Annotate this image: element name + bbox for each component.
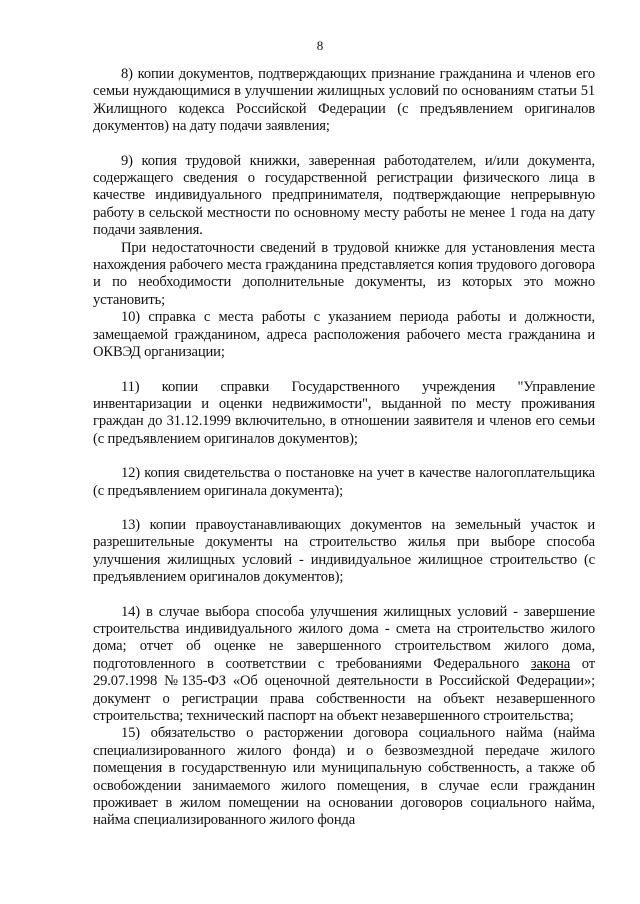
law-link[interactable]: закона <box>530 655 571 672</box>
paragraph-item-14 <box>93 604 595 726</box>
paragraph-item-15: 15) обязательство о расторжении договора социального найма (найма специализированного жилого фонда) и о безвозмездной передаче жилого помещения в государственную или муниципальную собственность, а также об освобождении занимаемого жилого помещения, в случае если гражданин проживает в жилом помещении на основании договоров социального найма, найма специализированного жилого фонда <box>93 725 595 829</box>
paragraph-item-10: 10) справка с места работы с указанием периода работы и должности, замещаемой гражданином, адреса расположения рабочего места гражданина и ОКВЭД организации; <box>93 309 595 361</box>
paragraph-item-11: 11) копии справки Государственного учреждения "Управление инвентаризации и оценки недвижимости", выданной по месту проживания граждан до 31.12.1999 включительно, в отношении заявителя и членов его семьи (с предъявлением оригиналов документов); <box>93 378 595 447</box>
paragraph-item-14-text-after: от 29.07.1998 №135-ФЗ «Об оценочной деятельности в Российской Федерации»; документ о регистрации права собственности на объект незавершенного строительства; технический паспорт на объект незавершенного строительства; <box>93 655 595 724</box>
paragraph-item-12: 12) копия свидетельства о постановке на учет в качестве налогоплательщика (с предъявлением оригинала документа); <box>93 465 595 499</box>
paragraph-item-14-text-before: 14) в случае выбора способа улучшения жилищных условий - завершение строительства индивидуального жилого дома - смета на строительство жилого дома; отчет об оценке не завершенного строительством жилого дома, подготовленного в соответствии с требованиями Федерального <box>93 603 595 672</box>
paragraph-item-8: 8) копии документов, подтверждающих признание гражданина и членов его семьи нуждающимися в улучшении жилищных условий по основаниям статьи 51 Жилищного кодекса Российской Федерации (с предъявлением оригиналов документов) на дату подачи заявления; <box>93 66 595 135</box>
page-number: 8 <box>316 38 324 53</box>
paragraph-item-9: 9) копия трудовой книжки, заверенная работодателем, и/или документа, содержащего сведения о государственной регистрации физического лица в качестве индивидуального предпринимателя, подтверждающие непрерывную работу в сельской местности по основному месту работы не менее 1 года на дату подачи заявления. <box>93 152 595 239</box>
paragraph-item-9-note: При недостаточности сведений в трудовой книжке для установления места нахождения рабочего места гражданина представляется копия трудового договора и по необходимости дополнительные документы, из которых это можно установить; <box>93 239 595 308</box>
paragraph-item-13: 13) копии правоустанавливающих документов на земельный участок и разрешительные документы на строительство жилья при выборе способа улучшения жилищных условий - индивидуальное жилищное строительство (с предъявлением оригиналов документов); <box>93 516 595 586</box>
document-body <box>93 66 595 830</box>
